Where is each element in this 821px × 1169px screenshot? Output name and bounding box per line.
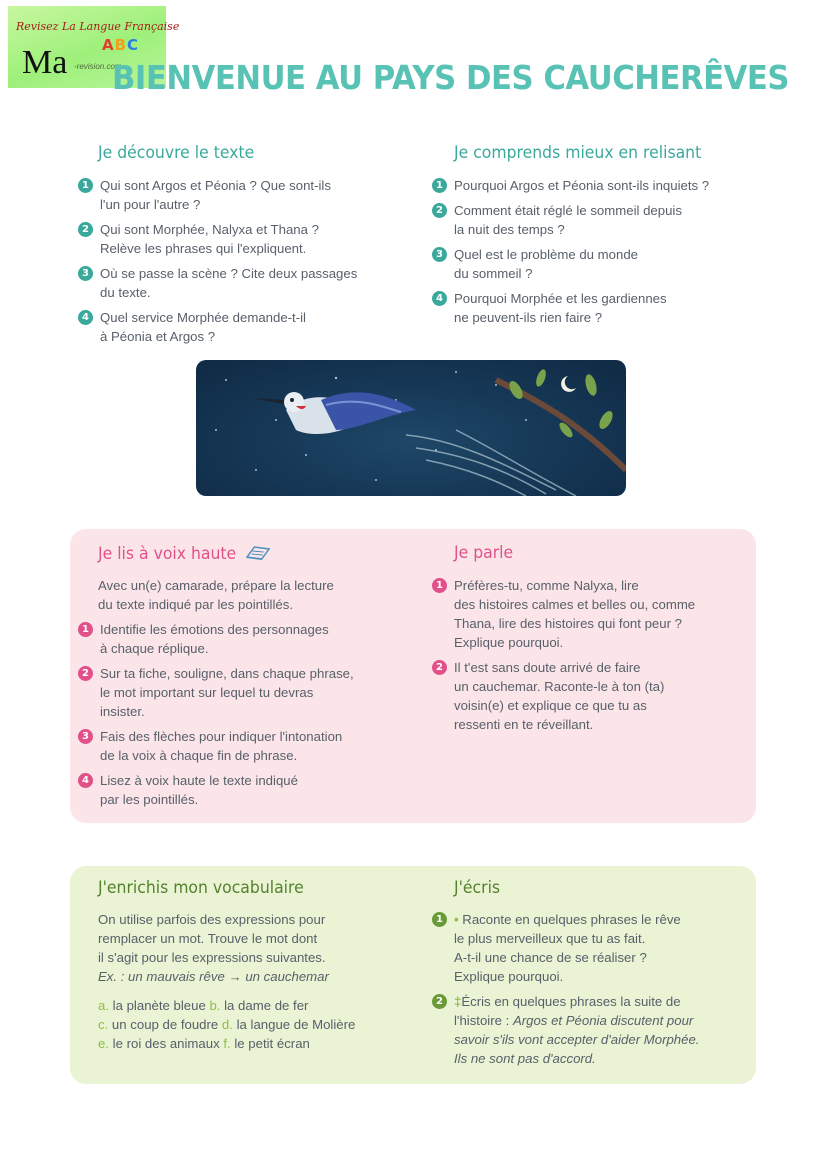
stars bbox=[215, 371, 527, 481]
item-line: de la voix à chaque fin de phrase. bbox=[100, 748, 298, 763]
logo-tagline: Revisez La Langue Française bbox=[16, 20, 180, 33]
difficulty-marker: • bbox=[454, 912, 459, 927]
vocab-expressions bbox=[98, 996, 355, 1053]
expression-letter: d. bbox=[221, 1017, 233, 1032]
item-line: à Péonia et Argos ? bbox=[100, 329, 216, 344]
list-item bbox=[432, 176, 772, 195]
item-line: du texte. bbox=[100, 285, 151, 300]
section-title-vocab: J'enrichis mon vocabulaire bbox=[98, 878, 304, 898]
item-line: à chaque réplique. bbox=[100, 641, 209, 656]
section-title-parle: Je parle bbox=[454, 543, 514, 563]
night-bird-illustration bbox=[196, 360, 626, 496]
item-line: Explique pourquoi. bbox=[454, 969, 564, 984]
intro-line: On utilise parfois des expressions pour bbox=[98, 912, 326, 927]
number-badge: 2 bbox=[78, 666, 93, 681]
item-line: Raconte en quelques phrases le rêve bbox=[462, 912, 681, 927]
logo-letter-a: A bbox=[102, 36, 115, 54]
logo-letter-c: C bbox=[127, 36, 140, 54]
section-title-lis bbox=[98, 543, 271, 564]
item-line: A-t-il une chance de se réaliser ? bbox=[454, 950, 647, 965]
vocab-intro bbox=[98, 910, 329, 986]
item-line: des histoires calmes et belles ou, comme bbox=[454, 597, 696, 612]
expression-text: le petit écran bbox=[230, 1036, 310, 1051]
expression-letter: f. bbox=[223, 1036, 231, 1051]
number-badge: 4 bbox=[78, 773, 93, 788]
item-line: l'un pour l'autre ? bbox=[100, 197, 201, 212]
item-line: l'histoire : bbox=[454, 1013, 513, 1028]
logo-main-text: Ma bbox=[22, 44, 68, 81]
item-line-italic: savoir s'ils vont accepter d'aider Morphée. bbox=[454, 1032, 700, 1047]
illustration-svg bbox=[196, 360, 626, 496]
list-item bbox=[432, 992, 752, 1068]
item-line: Explique pourquoi. bbox=[454, 635, 564, 650]
number-badge: 3 bbox=[432, 247, 447, 262]
logo-domain: -revision.com bbox=[74, 62, 122, 71]
leaves bbox=[507, 368, 616, 439]
item-line: Où se passe la scène ? Cite deux passages bbox=[100, 266, 358, 281]
item-line: Préfères-tu, comme Nalyxa, lire bbox=[454, 578, 639, 593]
item-line: Fais des flèches pour indiquer l'intonation bbox=[100, 729, 343, 744]
item-line: ressenti en te réveillant. bbox=[454, 717, 594, 732]
expression-letter: a. bbox=[98, 998, 109, 1013]
lis-intro bbox=[98, 576, 334, 614]
item-line: Quel service Morphée demande-t-il bbox=[100, 310, 306, 325]
list-item bbox=[432, 910, 752, 986]
item-line: un cauchemar. Raconte-le à ton (ta) bbox=[454, 679, 665, 694]
item-line: Sur ta fiche, souligne, dans chaque phrase, bbox=[100, 666, 354, 681]
item-line-italic: Ils ne sont pas d'accord. bbox=[454, 1051, 596, 1066]
bird-icon bbox=[251, 392, 416, 434]
page-title: BIENVENUE AU PAYS DES CAUCHERÊVES bbox=[112, 58, 790, 97]
item-line: le mot important sur lequel tu devras bbox=[100, 685, 314, 700]
item-line: Relève les phrases qui l'expliquent. bbox=[100, 241, 307, 256]
number-badge: 1 bbox=[432, 578, 447, 593]
item-line: la nuit des temps ? bbox=[454, 222, 565, 237]
item-line: Identifie les émotions des personnages bbox=[100, 622, 329, 637]
list-item bbox=[432, 576, 752, 652]
intro-line: remplacer un mot. Trouve le mot dont bbox=[98, 931, 318, 946]
expression-text: la planète bleue bbox=[109, 998, 210, 1013]
expression-letter: b. bbox=[209, 998, 221, 1013]
number-badge: 3 bbox=[78, 266, 93, 281]
item-line: Pourquoi Morphée et les gardiennes bbox=[454, 291, 667, 306]
list-item bbox=[432, 289, 772, 327]
expression-letter: c. bbox=[98, 1017, 109, 1032]
book-icon bbox=[245, 543, 271, 561]
item-line: par les pointillés. bbox=[100, 792, 199, 807]
number-badge: 4 bbox=[78, 310, 93, 325]
item-line: Quel est le problème du monde bbox=[454, 247, 639, 262]
intro-line: il s'agit pour les expressions suivantes. bbox=[98, 950, 326, 965]
item-line: ne peuvent-ils rien faire ? bbox=[454, 310, 603, 325]
parle-list bbox=[432, 576, 752, 740]
item-line: Lisez à voix haute le texte indiqué bbox=[100, 773, 298, 788]
logo-abc bbox=[102, 36, 139, 54]
list-item bbox=[432, 201, 772, 239]
intro-line: Avec un(e) camarade, prépare la lecture bbox=[98, 578, 334, 593]
number-badge: 3 bbox=[78, 729, 93, 744]
list-item bbox=[78, 620, 418, 658]
list-item bbox=[78, 727, 418, 765]
expression-text: le roi des animaux bbox=[109, 1036, 224, 1051]
comprends-list bbox=[432, 176, 772, 333]
grass-strands bbox=[406, 430, 576, 496]
item-line: Qui sont Argos et Péonia ? Que sont-ils bbox=[100, 178, 331, 193]
item-line: Qui sont Morphée, Nalyxa et Thana ? bbox=[100, 222, 319, 237]
number-badge: 2 bbox=[432, 660, 447, 675]
list-item bbox=[78, 220, 418, 258]
expression-text: la dame de fer bbox=[220, 998, 309, 1013]
number-badge: 1 bbox=[78, 622, 93, 637]
list-item bbox=[78, 264, 418, 302]
item-line: Thana, lire des histoires qui font peur ? bbox=[454, 616, 682, 631]
item-line: Pourquoi Argos et Péonia sont-ils inquiets ? bbox=[454, 178, 710, 193]
item-line: insister. bbox=[100, 704, 145, 719]
number-badge: 1 bbox=[78, 178, 93, 193]
item-line: du sommeil ? bbox=[454, 266, 533, 281]
number-badge: 1 bbox=[432, 178, 447, 193]
list-item bbox=[78, 664, 418, 721]
lis-list bbox=[78, 620, 418, 815]
list-item bbox=[432, 658, 752, 734]
number-badge: 2 bbox=[432, 203, 447, 218]
section-title-decouvre: Je découvre le texte bbox=[98, 143, 255, 163]
number-badge: 2 bbox=[78, 222, 93, 237]
moon-icon bbox=[561, 376, 576, 392]
logo-letter-b: B bbox=[114, 36, 128, 54]
section-title-comprends: Je comprends mieux en relisant bbox=[454, 143, 702, 163]
item-line: Écris en quelques phrases la suite de bbox=[461, 994, 681, 1009]
difficulty-marker: ‡ bbox=[454, 994, 462, 1009]
ecris-list bbox=[432, 910, 752, 1074]
intro-line: du texte indiqué par les pointillés. bbox=[98, 597, 294, 612]
section-title-lis-text: Je lis à voix haute bbox=[98, 544, 237, 564]
item-line: voisin(e) et explique ce que tu as bbox=[454, 698, 647, 713]
item-line: le plus merveilleux que tu as fait. bbox=[454, 931, 646, 946]
list-item bbox=[78, 176, 418, 214]
expression-text: la langue de Molière bbox=[232, 1017, 356, 1032]
item-line: Il t'est sans doute arrivé de faire bbox=[454, 660, 641, 675]
item-line-italic: Argos et Péonia discutent pour bbox=[512, 1013, 694, 1028]
list-item bbox=[78, 308, 418, 346]
number-badge: 2 bbox=[432, 994, 447, 1009]
number-badge: 1 bbox=[432, 912, 447, 927]
expression-letter: e. bbox=[98, 1036, 109, 1051]
item-line: Comment était réglé le sommeil depuis bbox=[454, 203, 682, 218]
list-item bbox=[78, 771, 418, 809]
section-title-ecris: J'écris bbox=[454, 878, 501, 898]
number-badge: 4 bbox=[432, 291, 447, 306]
vocab-example: Ex. : un mauvais rêve → un cauchemar bbox=[98, 969, 329, 984]
decouvre-list bbox=[78, 176, 418, 352]
list-item bbox=[432, 245, 772, 283]
expression-text: un coup de foudre bbox=[108, 1017, 222, 1032]
